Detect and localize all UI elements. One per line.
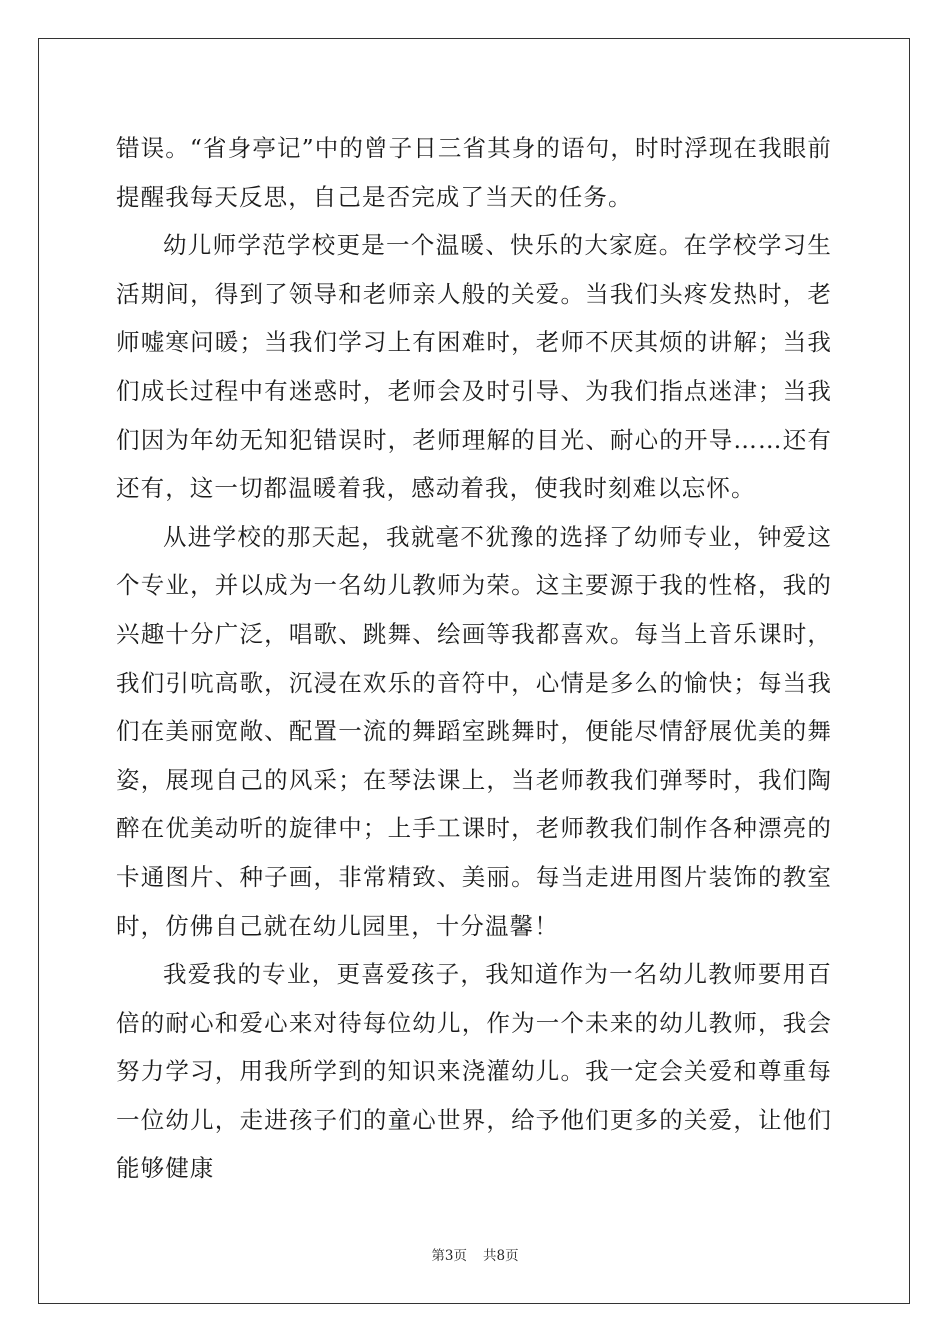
page-footer (0, 1246, 950, 1266)
paragraph-2: 幼儿师学范学校更是一个温暖、快乐的大家庭。在学校学习生活期间，得到了领导和老师亲人般的关爱。当我们头疼发热时，老师嘘寒问暖；当我们学习上有困难时，老师不厌其烦的讲解；当我们成长过程中有迷惑时，老师会及时引导、为我们指点迷津；当我们因为年幼无知犯错误时，老师理解的目光、耐心的开导……还有还有，这一切都温暖着我，感动着我，使我时刻难以忘怀。 (116, 231, 832, 503)
paragraph-3: 从进学校的那天起，我就毫不犹豫的选择了幼师专业，钟爱这个专业，并以成为一名幼儿教师为荣。这主要源于我的性格，我的兴趣十分广泛，唱歌、跳舞、绘画等我都喜欢。每当上音乐课时，我们引吭高歌，沉浸在欢乐的音符中，心情是多么的愉快；每当我们在美丽宽敞、配置一流的舞蹈室跳舞时，便能尽情舒展优美的舞姿，展现自己的风采；在琴法课上，当老师教我们弹琴时，我们陶醉在优美动听的旋律中；上手工课时，老师教我们制作各种漂亮的卡通图片、种子画，非常精致、美丽。每当走进用图片装饰的教室时，仿佛自己就在幼儿园里，十分温馨！ (116, 522, 832, 940)
total-page-count: 共8页 (483, 1248, 519, 1264)
current-page-number: 第3页 (431, 1248, 467, 1264)
document-body (116, 124, 832, 1193)
paragraph-4: 我爱我的专业，更喜爱孩子，我知道作为一名幼儿教师要用百倍的耐心和爱心来对待每位幼儿，作为一个未来的幼儿教师，我会努力学习，用我所学到的知识来浇灌幼儿。我一定会关爱和尊重每一位幼儿，走进孩子们的童心世界，给予他们更多的关爱，让他们能够健康 (116, 960, 832, 1183)
paragraph-1: 错误。“省身亭记”中的曾子日三省其身的语句，时时浮现在我眼前提醒我每天反思，自己是否完成了当天的任务。 (116, 134, 832, 211)
